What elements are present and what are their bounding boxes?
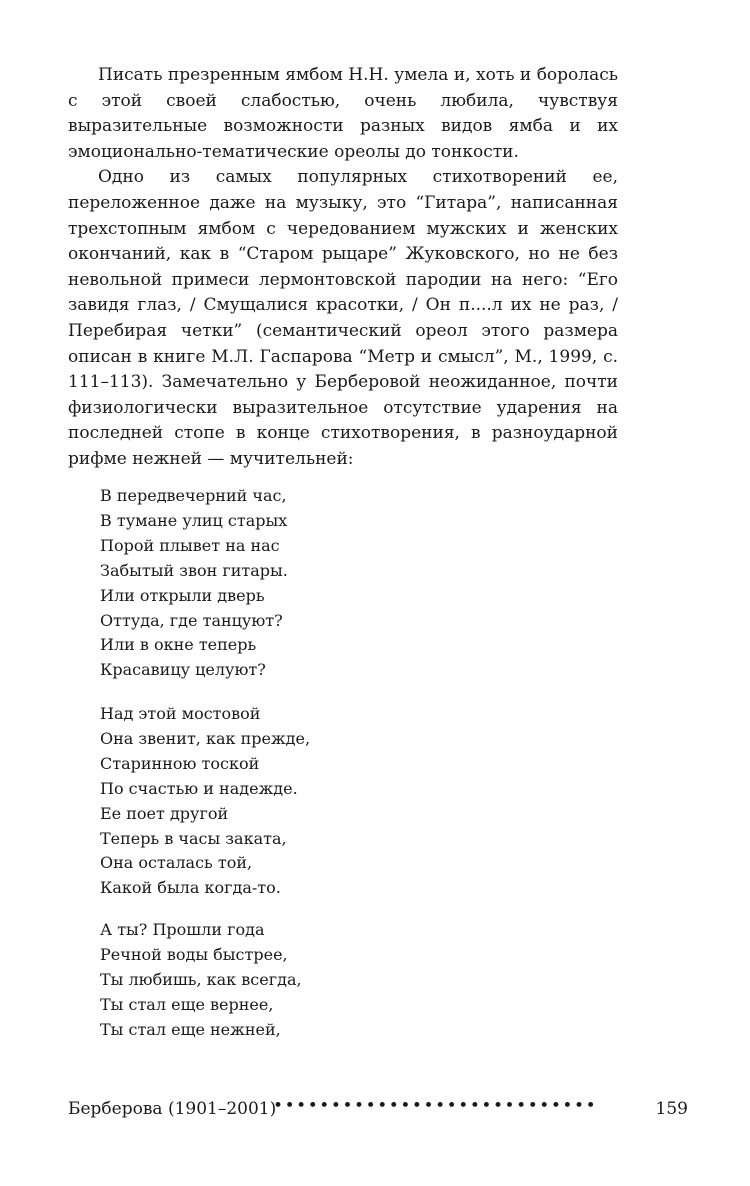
poem-line: Старинною тоской xyxy=(100,753,260,773)
poem-line: Ее поет другой xyxy=(100,803,229,823)
page-number: 159 xyxy=(655,1099,688,1119)
poem-line: Ты любишь, как всегда, xyxy=(100,969,302,989)
poem-line: Над этой мостовой xyxy=(100,704,261,723)
poem-line: По счастью и надежде. xyxy=(100,778,298,798)
poem-stanza-3 xyxy=(100,918,520,1043)
poem-line: Оттуда, где танцуют? xyxy=(100,610,283,630)
poem-line: Ты стал еще нежней, xyxy=(100,1019,281,1039)
running-title: Берберова (1901–2001) xyxy=(68,1099,277,1119)
poem-line: Она осталась той, xyxy=(100,853,253,873)
poem-stanza-2 xyxy=(100,702,520,901)
page-footer xyxy=(68,1096,688,1125)
paragraph: Писать презренным ямбом Н.Н. умела и, хоть и боролась с этой своей слабостью, очень любила, чувствуя выразительные возможности разных видов ямба и их эмоционально-тематические ореолы до тонкости. xyxy=(68,65,618,162)
poem-line: Или в окне теперь xyxy=(100,635,257,655)
poem-line: А ты? Прошли года xyxy=(100,920,265,939)
prose-block xyxy=(68,63,618,473)
poem-line: В передвечерний час, xyxy=(100,486,287,505)
dot-leader: •••••••••••••••••••••••••••• xyxy=(273,1096,598,1116)
poem-line: Или открыли дверь xyxy=(100,585,265,605)
poem-line: Какой была когда-то. xyxy=(100,878,281,898)
poem-line: В тумане улиц старых xyxy=(100,510,288,530)
poem-line: Ты стал еще вернее, xyxy=(100,994,274,1014)
poem-stanza-1 xyxy=(100,484,520,683)
poem-line: Красавицу целуют? xyxy=(100,660,266,680)
poem-line: Теперь в часы заката, xyxy=(100,828,287,848)
poem-line: Речной воды быстрее, xyxy=(100,944,288,964)
poem-line: Забытый звон гитары. xyxy=(100,560,288,580)
poem-line: Она звенит, как прежде, xyxy=(100,728,311,748)
poem-line: Порой плывет на нас xyxy=(100,535,280,555)
paragraph: Одно из самых популярных стихотворений ее, переложенное даже на музыку, это “Гитара”, написанная трехстопным ямбом с чередованием мужских и женских окончаний, как в “Старом рыцаре” Жуковского, но не без невольной примеси лермонтовской пародии на него: “Его завидя глаз, / Смущалися красотки, / Он п....л их не раз, / Перебирая четки” (семантический ореол этого размера описан в книге М.Л. Гаспарова “Метр и смысл”, М., 1999, с. 111–113). Замечательно у Берберовой неожиданное, почти физиологически выразительное отсутствие ударения на последней стопе в конце стихотворения, в разноударной рифме нежней — мучительней: xyxy=(68,167,618,469)
